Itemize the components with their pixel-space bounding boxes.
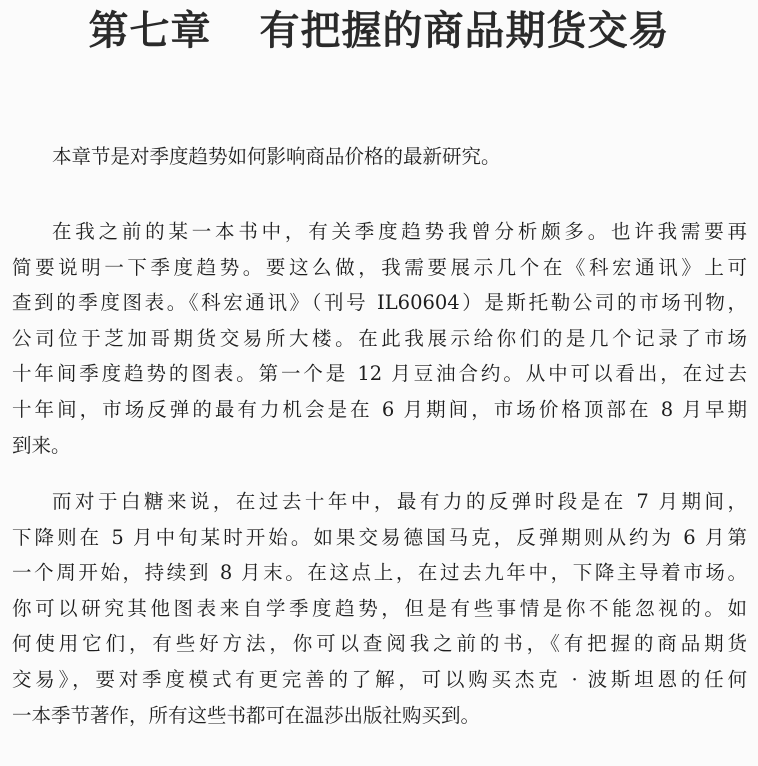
paragraph-seasonal-trends	[12, 214, 747, 463]
paragraph-line: 何使用它们，有些好方法，你可以查阅我之前的书，《有把握的商品期货	[12, 632, 747, 656]
chapter-heading	[0, 2, 758, 60]
paragraph-line: 一本季节著作，所有这些书都可在温莎出版社购买到。	[12, 703, 481, 727]
paragraph-line: 你可以研究其他图表来自学季度趋势，但是有些事情是你不能忽视的。如	[12, 596, 747, 620]
paragraph-line: 十年间季度趋势的图表。第一个是 12 月豆油合约。从中可以看出，在过去	[12, 362, 747, 386]
paragraph-line: 公司位于芝加哥期货交易所大楼。在此我展示给你们的是几个记录了市场	[12, 326, 747, 350]
paragraph-line: 下降则在 5 月中旬某时开始。如果交易德国马克，反弹期则从约为 6 月第	[12, 525, 747, 549]
paragraph-line: 查到的季度图表。《科宏通讯》（刊号 IL60604）是斯托勒公司的市场刊物，	[12, 291, 747, 315]
paragraph-line: 一个周开始，持续到 8 月末。在这点上，在过去九年中，下降主导着市场。	[12, 561, 747, 585]
paragraph-line: 十年间，市场反弹的最有力机会是在 6 月期间，市场价格顶部在 8 月早期	[12, 397, 747, 421]
paragraph-line: 交易》，要对季度模式有更完善的了解，可以购买杰克 · 波斯坦恩的任何	[12, 667, 747, 691]
paragraph-line: 在我之前的某一本书中，有关季度趋势我曾分析颇多。也许我需要再	[52, 220, 747, 243]
paragraph-line: 本章节是对季度趋势如何影响商品价格的最新研究。	[52, 145, 501, 168]
chapter-number: 第七章	[88, 8, 212, 54]
paragraph-intro	[12, 139, 747, 175]
paragraph-sugar-and-mark	[12, 484, 747, 733]
paragraph-line: 简要说明一下季度趋势。要这么做，我需要展示几个在《科宏通讯》上可	[12, 255, 747, 279]
paragraph-line: 而对于白糖来说，在过去十年中，最有力的反弹时段是在 7 月期间，	[52, 490, 747, 513]
paragraph-line: 到来。	[12, 433, 71, 457]
chapter-title: 有把握的商品期货交易	[259, 8, 670, 54]
